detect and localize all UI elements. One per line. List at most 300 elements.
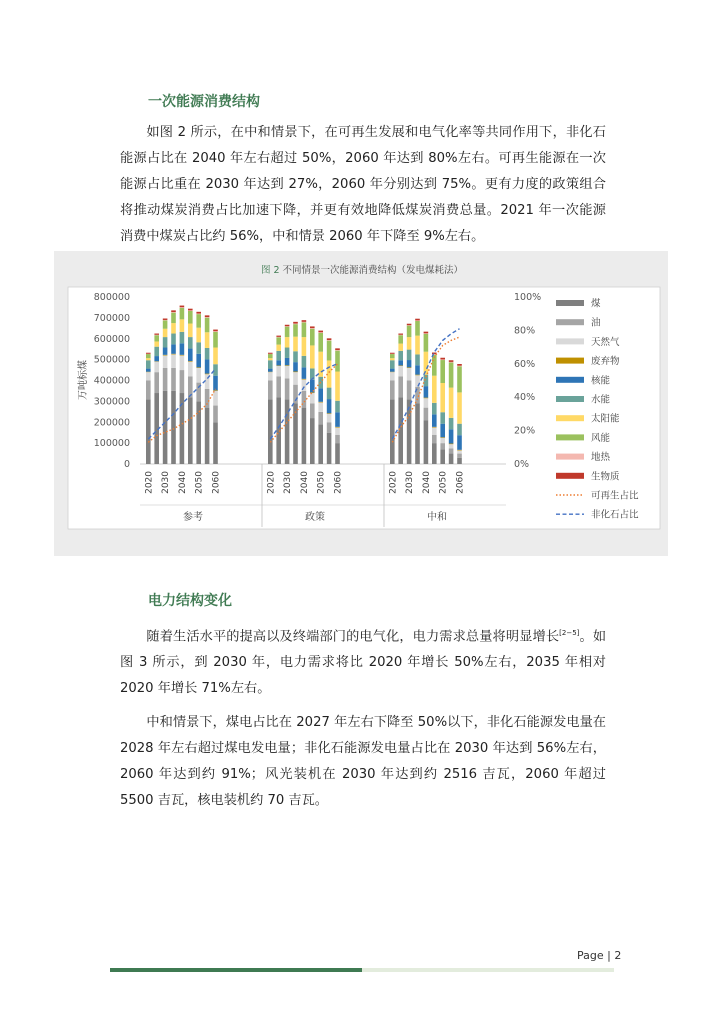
x-tick-label: 2050 (438, 471, 449, 494)
legend-swatch (556, 338, 584, 344)
bar-segment (285, 358, 290, 365)
bar-segment (180, 355, 185, 356)
bar-segment (318, 352, 323, 377)
bar-segment (268, 353, 273, 354)
y2-tick-label: 80% (514, 325, 536, 337)
bar-segment (285, 365, 290, 366)
bar-segment (276, 336, 281, 337)
bar-segment (180, 307, 185, 308)
bar-segment (318, 333, 323, 352)
bar-segment (440, 412, 445, 423)
bar-segment (424, 332, 429, 334)
legend-swatch (556, 358, 584, 364)
legend-label: 油 (591, 317, 601, 329)
bar-segment (390, 372, 395, 380)
bar-segment (180, 306, 185, 308)
bar-segment (285, 399, 290, 464)
bar-segment (390, 353, 395, 354)
y2-tick-label: 60% (514, 358, 536, 370)
bar-segment (432, 414, 437, 427)
y-tick-label: 500000 (93, 354, 130, 366)
bar-segment (302, 408, 307, 464)
legend-swatch (556, 319, 584, 325)
bar-segment (390, 360, 395, 368)
bar-segment (327, 413, 332, 414)
bar-segment (213, 390, 218, 391)
bar-segment (449, 448, 454, 453)
bar-segment (180, 370, 185, 393)
bar-segment (171, 334, 176, 345)
bar-segment (268, 358, 273, 360)
bar-segment (398, 360, 403, 365)
bar-segment (407, 368, 412, 381)
bar-segment (180, 308, 185, 319)
bar-segment (196, 328, 201, 343)
bar-segment (415, 319, 420, 321)
bar-segment (302, 356, 307, 367)
paragraph-neutral-scenario (120, 710, 606, 814)
bar-segment (205, 318, 210, 333)
bar-segment (154, 341, 159, 346)
bar-segment (163, 355, 168, 368)
bar-segment (327, 388, 332, 399)
bar-segment (146, 369, 151, 372)
x-tick-label: 2050 (194, 471, 205, 494)
bar-segment (188, 397, 193, 464)
bar-segment (424, 386, 429, 397)
legend-label: 生物质 (591, 471, 620, 483)
bar-segment (390, 381, 395, 400)
bar-segment (310, 329, 315, 346)
bar-segment (440, 449, 445, 464)
bar-segment (146, 354, 151, 358)
bar-segment (188, 309, 193, 311)
figure-number: 图 2 (260, 265, 280, 276)
x-tick-label: 2030 (405, 471, 416, 494)
bar-segment (188, 361, 193, 362)
bar-segment (407, 350, 412, 360)
bar-segment (390, 358, 395, 360)
bar-segment (457, 454, 462, 458)
bar-segment (196, 342, 201, 353)
bar-segment (276, 376, 281, 397)
bar-segment (196, 313, 201, 314)
bar-segment (449, 363, 454, 388)
bar-segment (302, 337, 307, 356)
x-tick-label: 2040 (299, 471, 310, 494)
bar-segment (440, 358, 445, 360)
bar-segment (285, 348, 290, 358)
legend-label: 风能 (591, 432, 611, 444)
bar-segment (449, 418, 454, 429)
bar-segment (196, 368, 201, 383)
bar-segment (424, 398, 429, 399)
y2-tick-label: 40% (514, 392, 536, 404)
bar-segment (171, 312, 176, 313)
figure-caption: 不同情景一次能源消费结构（发电煤耗法） (282, 265, 464, 276)
bar-segment (171, 344, 176, 353)
bar-segment (335, 443, 340, 464)
bar-segment (146, 372, 151, 380)
bar-segment (196, 367, 201, 368)
bar-segment (205, 359, 210, 373)
bar-segment (449, 429, 454, 443)
bar-segment (415, 336, 420, 355)
bar-segment (180, 343, 185, 354)
bar-segment (449, 362, 454, 363)
bar-segment (154, 356, 159, 361)
legend-label: 核能 (591, 375, 611, 387)
bar-segment (285, 337, 290, 347)
bar-segment (432, 427, 437, 434)
bar-segment (293, 351, 298, 362)
bar-segment (335, 401, 340, 412)
bar-segment (318, 424, 323, 464)
bar-segment (213, 422, 218, 464)
bar-segment (213, 391, 218, 406)
bar-segment (424, 333, 429, 334)
bar-segment (390, 399, 395, 464)
bar-segment (213, 332, 218, 348)
bar-segment (327, 340, 332, 341)
bar-segment (163, 329, 168, 337)
legend-label: 水能 (591, 394, 611, 406)
legend-label: 非化石占比 (591, 509, 639, 521)
bar-segment (407, 324, 412, 325)
paragraph-power-demand (120, 620, 606, 702)
bar-segment (146, 360, 151, 368)
x-tick-label: 2030 (161, 471, 172, 494)
citation-ref: [2−5] (559, 629, 580, 637)
bar-segment (335, 351, 340, 372)
bar-segment (335, 427, 340, 434)
y-tick-label: 400000 (93, 375, 130, 387)
bar-segment (440, 383, 445, 412)
y-tick-label: 0 (123, 459, 130, 470)
bar-segment (390, 354, 395, 358)
bar-segment (180, 355, 185, 370)
footer-bar-dark (110, 968, 362, 972)
bar-segment (415, 321, 420, 336)
bar-segment (449, 444, 454, 448)
legend-label: 太阳能 (591, 413, 620, 425)
legend-label: 天然气 (591, 336, 620, 348)
x-tick-label: 2020 (144, 471, 155, 494)
x-tick-label: 2050 (316, 471, 327, 494)
bar-segment (213, 364, 218, 375)
bar-segment (268, 360, 273, 368)
bar-segment (335, 427, 340, 428)
bar-segment (457, 424, 462, 435)
bar-segment (398, 397, 403, 464)
bar-segment (302, 320, 307, 322)
bar-segment (154, 347, 159, 356)
legend-label: 可再生占比 (591, 490, 639, 502)
bar-segment (424, 420, 429, 464)
bar-segment (432, 427, 437, 428)
bar-segment (457, 458, 462, 464)
bar-segment (205, 408, 210, 464)
bar-segment (188, 376, 193, 397)
bar-segment (205, 374, 210, 375)
bar-segment (205, 332, 210, 348)
bar-segment (449, 388, 454, 418)
bar-segment (293, 324, 298, 337)
y2-tick-label: 100% (514, 292, 542, 303)
bar-segment (457, 392, 462, 423)
y-tick-label: 800000 (93, 292, 130, 303)
legend-swatch (556, 377, 584, 383)
legend-swatch (556, 415, 584, 421)
bar-segment (310, 345, 315, 368)
bar-segment (318, 332, 323, 333)
bar-segment (293, 322, 298, 324)
bar-segment (188, 310, 193, 311)
x-tick-label: 2040 (421, 471, 432, 494)
bar-segment (398, 366, 403, 376)
bar-segment (188, 349, 193, 362)
bar-segment (146, 358, 151, 360)
x-tick-label: 2030 (283, 471, 294, 494)
bar-segment (293, 372, 298, 385)
bar-segment (188, 311, 193, 324)
group-label: 中和 (427, 512, 447, 523)
bar-segment (285, 327, 290, 337)
bar-segment (205, 348, 210, 359)
bar-segment (302, 367, 307, 378)
bar-segment (440, 437, 445, 438)
bar-segment (171, 354, 176, 355)
bar-segment (163, 319, 168, 320)
bar-segment (432, 376, 437, 403)
bar-segment (310, 326, 315, 328)
bar-segment (327, 422, 332, 432)
bar-segment (407, 367, 412, 368)
x-tick-label: 2040 (177, 471, 188, 494)
bar-segment (293, 362, 298, 371)
bar-segment (302, 322, 307, 323)
legend-swatch (556, 454, 584, 460)
y-axis-label: 万吨标煤 (78, 360, 89, 400)
bar-segment (188, 362, 193, 377)
bar-segment (285, 378, 290, 399)
bar-segment (457, 364, 462, 366)
bar-segment (146, 399, 151, 464)
bar-segment (276, 360, 281, 365)
x-tick-label: 2020 (388, 471, 399, 494)
bar-segment (310, 328, 315, 329)
bar-segment (293, 337, 298, 352)
bar-segment (432, 403, 437, 414)
bar-segment (163, 391, 168, 464)
bar-segment (327, 414, 332, 422)
bar-segment (276, 366, 281, 376)
bar-segment (318, 402, 323, 411)
bar-segment (302, 322, 307, 337)
bar-segment (205, 317, 210, 318)
bar-segment (327, 341, 332, 361)
paragraph-primary-energy-text: 如图 2 所示，在中和情景下，在可再生发展和电气化率等共同作用下，非化石能源占比在 2040 年左右超过 50%，2060 年达到 80%左右。可再生能源在一次能源占比重在 2030 年达到 27%，2060 年分别达到 75%。更有力度的政策组合将推动煤炭消费占比加速下降，并更有效地降低煤炭消费总量。2021 年一次能源消费中煤炭占比约 56%，中和情景 2060 年下降至 9%左右。 (120, 125, 606, 244)
bar-segment (293, 372, 298, 373)
bar-segment (268, 354, 273, 358)
bar-segment (327, 399, 332, 413)
bar-segment (407, 360, 412, 367)
bar-segment (213, 376, 218, 391)
y-tick-label: 100000 (93, 438, 130, 450)
bar-segment (188, 324, 193, 338)
bar-segment (407, 326, 412, 337)
bar-segment (449, 444, 454, 445)
bar-segment (171, 368, 176, 391)
bar-segment (398, 335, 403, 343)
bar-segment (285, 366, 290, 379)
footer-bar-light (362, 968, 614, 972)
bar-segment (154, 334, 159, 335)
bar-segment (440, 424, 445, 438)
bar-segment (196, 312, 201, 314)
bar-segment (154, 335, 159, 341)
bar-segment (415, 375, 420, 376)
bar-segment (440, 438, 445, 443)
bar-segment (457, 366, 462, 392)
bar-segment (171, 354, 176, 368)
bar-segment (390, 369, 395, 372)
bar-segment (163, 355, 168, 356)
bar-segment (213, 406, 218, 423)
bar-segment (196, 401, 201, 464)
bar-segment (415, 354, 420, 365)
bar-segment (449, 360, 454, 362)
paragraph-power-demand-text (120, 620, 606, 702)
bar-segment (293, 324, 298, 325)
bar-segment (196, 354, 201, 368)
bar-segment (318, 412, 323, 425)
bar-segment (424, 398, 429, 407)
bar-segment (407, 381, 412, 400)
bar-segment (188, 337, 193, 348)
bar-segment (163, 368, 168, 391)
bar-segment (310, 393, 315, 403)
bar-segment (318, 331, 323, 333)
bar-segment (432, 443, 437, 464)
bar-segment (457, 366, 462, 367)
bar-segment (398, 351, 403, 360)
bar-segment (163, 348, 168, 355)
legend-swatch (556, 434, 584, 440)
bar-segment (415, 403, 420, 464)
bar-segment (154, 362, 159, 372)
bar-segment (163, 320, 168, 328)
legend-swatch (556, 473, 584, 479)
bar-segment (335, 435, 340, 443)
page-number: Page | 2 (577, 949, 622, 962)
bar-segment (424, 352, 429, 375)
y2-tick-label: 0% (514, 459, 530, 470)
bar-segment (268, 381, 273, 400)
bar-segment (310, 392, 315, 393)
bar-segment (171, 313, 176, 323)
bar-segment (327, 338, 332, 340)
bar-segment (398, 376, 403, 397)
bar-segment (146, 353, 151, 354)
bar-segment (335, 348, 340, 350)
bar-segment (318, 388, 323, 402)
y-tick-label: 300000 (93, 396, 130, 408)
bar-segment (449, 454, 454, 464)
section-heading-power-structure: 电力结构变化 (148, 593, 232, 609)
bar-segment (180, 332, 185, 343)
bar-segment (415, 365, 420, 374)
bar-segment (457, 450, 462, 453)
y2-tick-label: 20% (514, 425, 536, 437)
bar-segment (154, 372, 159, 393)
bar-segment (196, 314, 201, 328)
bar-segment (415, 320, 420, 321)
y-tick-label: 600000 (93, 333, 130, 345)
bar-segment (146, 381, 151, 400)
power-demand-text-b: 。如图 3 所示，到 2030 年，电力需求将比 2020 年增长 50%左右，2035 年相对 2020 年增长 71%左右。 (120, 629, 607, 697)
power-demand-text-a: 随着生活水平的提高以及终端部门的电气化，电力需求总量将明显增长 (146, 629, 560, 645)
section-heading-primary-energy: 一次能源消费结构 (148, 94, 260, 110)
legend-label: 废弃物 (591, 356, 620, 368)
bar-segment (398, 344, 403, 351)
bar-segment (327, 433, 332, 464)
bar-segment (424, 408, 429, 421)
bar-segment (398, 334, 403, 335)
bar-segment (163, 337, 168, 347)
bar-segment (457, 435, 462, 450)
bar-segment (302, 379, 307, 380)
legend-label: 地热 (591, 452, 611, 464)
bar-segment (335, 350, 340, 351)
bar-segment (440, 360, 445, 383)
bar-segment (440, 443, 445, 449)
bar-segment (318, 402, 323, 403)
bar-segment (327, 360, 332, 387)
bar-segment (432, 435, 437, 443)
legend-label: 煤 (591, 298, 601, 310)
y-tick-label: 700000 (93, 312, 130, 324)
bar-segment (285, 325, 290, 326)
bar-segment (407, 337, 412, 350)
legend-swatch (556, 300, 584, 306)
bar-segment (276, 337, 281, 344)
bar-segment (171, 323, 176, 333)
bar-segment (268, 372, 273, 380)
bar-segment (310, 403, 315, 418)
group-label: 参考 (183, 512, 203, 523)
legend-swatch (556, 396, 584, 402)
bar-segment (424, 334, 429, 352)
bar-segment (440, 359, 445, 360)
bar-segment (171, 310, 176, 312)
bar-segment (213, 330, 218, 332)
paragraph-neutral-scenario-text: 中和情景下，煤电占比在 2027 年左右下降至 50%以下，非化石能源发电量在 2028 年左右超过煤电发电量；非化石能源发电量占比在 2030 年达到 56%左右，2060 年达到约 91%；风光装机在 2030 年达到约 2516 吉瓦，2060 年超过 5500 吉瓦，核电装机约 70 吉瓦。 (120, 715, 606, 808)
bar-segment (457, 450, 462, 451)
x-tick-label: 2060 (455, 471, 466, 494)
group-label: 政策 (305, 512, 325, 523)
bar-segment (276, 345, 281, 351)
bar-segment (335, 412, 340, 427)
bar-segment (205, 315, 210, 317)
bar-segment (310, 418, 315, 464)
bar-segment (213, 331, 218, 332)
bar-segment (268, 369, 273, 372)
y-tick-label: 200000 (93, 417, 130, 429)
bar-segment (335, 372, 340, 401)
bar-segment (213, 348, 218, 365)
bar-segment (268, 399, 273, 464)
